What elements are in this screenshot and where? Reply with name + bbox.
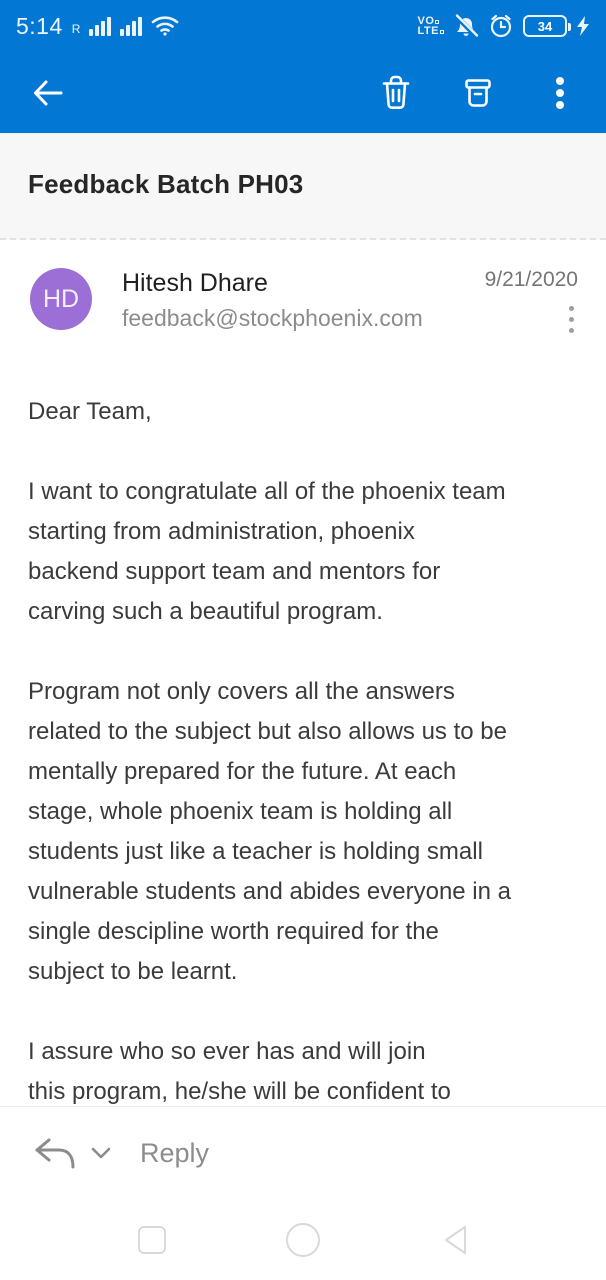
- body-line: this program, he/she will be confident to: [28, 1078, 451, 1105]
- recents-button[interactable]: [137, 1225, 167, 1255]
- body-line: stage, whole phoenix team is holding all: [28, 798, 453, 825]
- status-bar: [0, 0, 606, 52]
- body-line: related to the subject but also allows us to be: [28, 718, 507, 745]
- archive-button[interactable]: [456, 71, 500, 115]
- body-line: vulnerable students and abides everyone in a: [28, 878, 511, 905]
- body-paragraph: [28, 1032, 578, 1106]
- charging-bolt-icon: [576, 15, 590, 37]
- body-paragraph: [28, 392, 578, 432]
- overflow-menu-button[interactable]: [538, 71, 582, 115]
- delete-button[interactable]: [374, 71, 418, 115]
- body-line: starting from administration, phoenix: [28, 518, 415, 545]
- notifications-muted-icon: [453, 13, 479, 39]
- signal-strength-icon-sim2: [120, 16, 142, 36]
- clock-time: 5:14: [16, 12, 63, 39]
- body-line: students just like a teacher is holding small: [28, 838, 483, 865]
- message-date: 9/21/2020: [484, 268, 578, 291]
- body-paragraph: [28, 472, 578, 632]
- reply-options-chevron-down-icon[interactable]: [90, 1146, 112, 1160]
- sender-avatar[interactable]: [30, 268, 92, 330]
- alarm-clock-icon: [488, 13, 514, 39]
- volte-icon: VO LTE: [418, 16, 444, 36]
- body-line: carving such a beautiful program.: [28, 598, 383, 625]
- body-line: Dear Team,: [28, 398, 152, 425]
- sender-row[interactable]: [30, 268, 578, 332]
- message-options-button[interactable]: [569, 306, 574, 333]
- avatar-initials: HD: [42, 284, 80, 313]
- signal-strength-icon-sim1: [89, 16, 111, 36]
- body-paragraph: [28, 672, 578, 992]
- reply-icon[interactable]: [32, 1137, 78, 1169]
- battery-icon: [523, 15, 567, 37]
- message-scroll-area[interactable]: [0, 240, 606, 1106]
- body-line: I assure who so ever has and will join: [28, 1038, 426, 1065]
- home-button[interactable]: [285, 1222, 321, 1258]
- body-line: subject to be learnt.: [28, 958, 238, 985]
- body-line: single descipline worth required for the: [28, 918, 439, 945]
- sim1-network-type-label: R: [71, 21, 81, 36]
- back-nav-button[interactable]: [439, 1223, 471, 1257]
- body-line: I want to congratulate all of the phoenix team: [28, 478, 506, 505]
- body-line: backend support team and mentors for: [28, 558, 441, 585]
- email-subject: Feedback Batch PH03: [28, 168, 304, 199]
- battery-percent: 34: [537, 18, 553, 34]
- email-body: [28, 392, 578, 1106]
- back-button[interactable]: [26, 71, 70, 115]
- body-line: Program not only covers all the answers: [28, 678, 455, 705]
- wifi-icon: [151, 15, 179, 37]
- system-navigation-bar: [0, 1199, 606, 1280]
- sender-email: feedback@stockphoenix.com: [122, 305, 423, 331]
- app-toolbar: [0, 52, 606, 133]
- reply-button[interactable]: Reply: [140, 1137, 210, 1168]
- subject-bar: [0, 133, 606, 240]
- reply-bar: [0, 1106, 606, 1199]
- body-line: mentally prepared for the future. At each: [28, 758, 457, 785]
- sender-name: Hitesh Dhare: [122, 269, 268, 297]
